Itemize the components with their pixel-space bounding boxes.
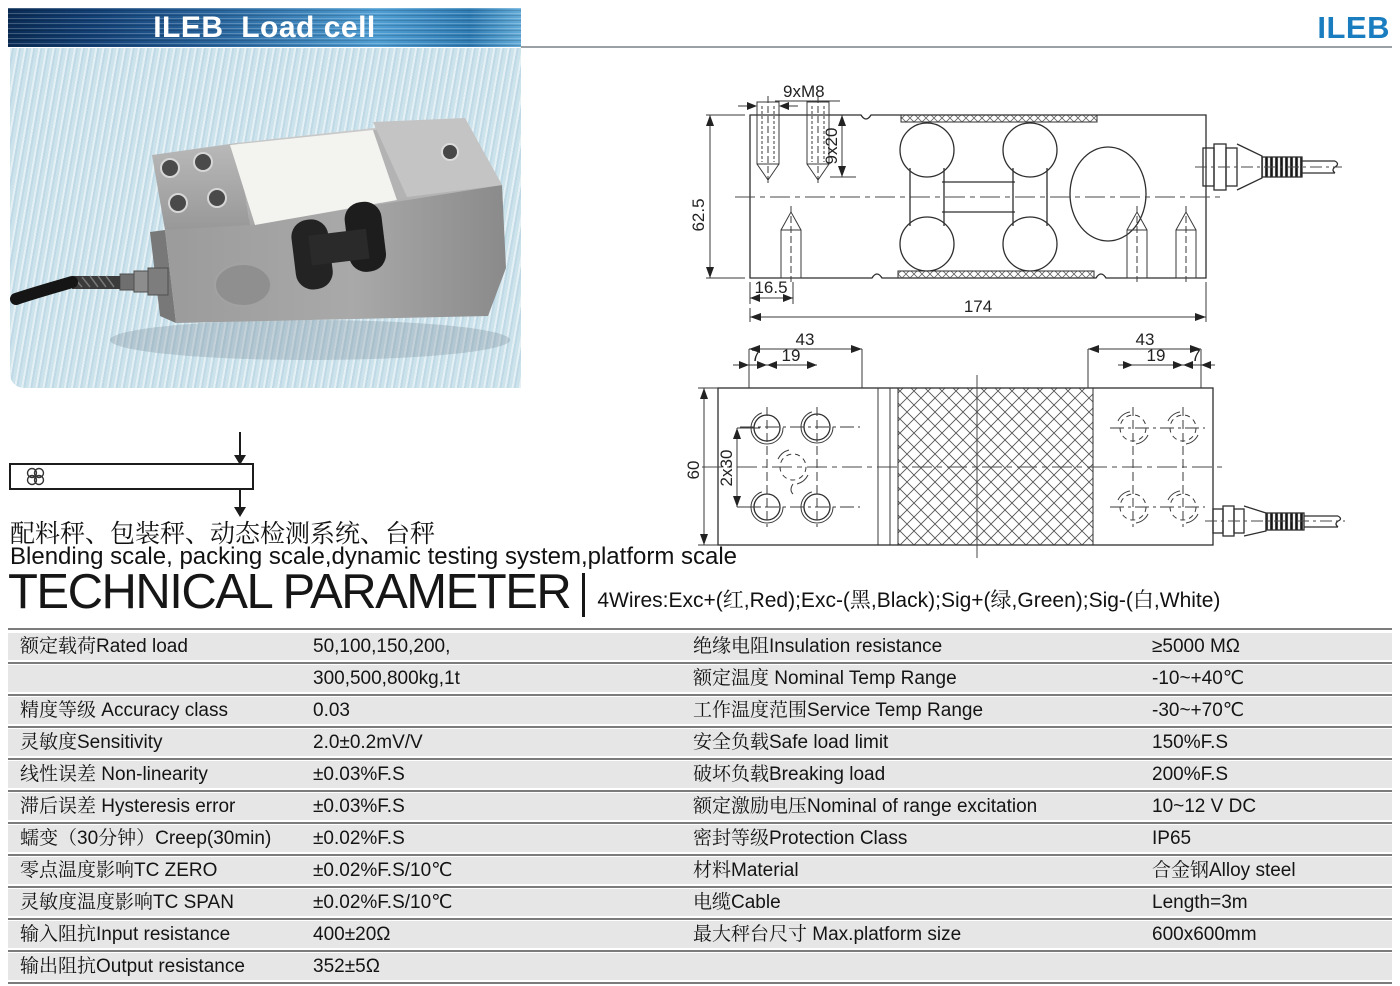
spec-value-left: ±0.03%F.S: [313, 764, 405, 785]
header-divider: [521, 46, 1392, 48]
wiring-note: 4Wires:Exc+(红,Red);Exc-(黑,Black);Sig+(绿,Green);Sig-(白,White): [597, 589, 1221, 612]
dim-left-pitch: 19: [781, 346, 801, 365]
spec-label-right: 额定激励电压Nominal of range excitation: [693, 796, 1038, 817]
spec-label-left: 零点温度影响TC ZERO: [20, 860, 218, 881]
spec-value-right: 150%F.S: [1152, 732, 1229, 753]
spec-label-right: 密封等级Protection Class: [693, 828, 908, 849]
section-heading: [8, 565, 1221, 619]
spec-row: [8, 665, 1392, 692]
spec-row: [8, 953, 1392, 980]
spec-row: [8, 761, 1392, 788]
spec-value-right: Length=3m: [1152, 892, 1248, 913]
spec-label-right: 最大秤台尺寸 Max.platform size: [693, 924, 962, 945]
spec-value-left: 50,100,150,200,: [313, 636, 451, 657]
spec-value-right: 200%F.S: [1152, 764, 1229, 785]
photo-shadow: [110, 320, 510, 360]
title-divider-bar: [582, 573, 585, 617]
spec-label-left: [8, 665, 301, 692]
dim-right-span: 43: [1135, 330, 1155, 349]
spec-value-left: ±0.03%F.S: [313, 796, 405, 817]
spec-value-left: ±0.02%F.S/10℃: [313, 892, 453, 913]
spec-value-right: IP65: [1152, 828, 1192, 849]
spec-label-left: 灵敏度温度影响TC SPAN: [20, 892, 234, 913]
spec-value-left: ±0.02%F.S: [313, 828, 405, 849]
spec-row: [8, 889, 1392, 916]
spec-value-left: 300,500,800kg,1t: [313, 668, 460, 689]
drawing-top-view: [684, 330, 1360, 565]
drawing-side-view: [690, 82, 1350, 337]
spec-label-left: 额定载荷Rated load: [20, 636, 188, 657]
spec-label-right: 工作温度范围Service Temp Range: [693, 700, 984, 721]
spec-label-left: 精度等级 Accuracy class: [20, 700, 228, 721]
spec-label-left: 输出阻抗Output resistance: [20, 956, 245, 977]
right-block-hole: [442, 144, 458, 160]
spec-value-left: 0.03: [313, 700, 350, 721]
spec-row: [8, 729, 1392, 756]
load-cell-photo-illustration: [10, 48, 521, 388]
cable: [16, 282, 72, 299]
round-patch: [215, 264, 271, 306]
spec-label-left: 线性误差 Non-linearity: [20, 764, 208, 785]
dim-thread-depth: 9x20: [822, 127, 841, 165]
spec-row: [8, 697, 1392, 724]
spec-label-left: 灵敏度Sensitivity: [20, 732, 163, 753]
dim-right-margin: 7: [1191, 346, 1201, 365]
dim-right-pitch: 19: [1146, 346, 1166, 365]
cable-connector: [1195, 144, 1342, 190]
spec-table: [8, 628, 1392, 985]
brand-logo: ILEB: [1317, 10, 1390, 45]
spec-value-left: ±0.02%F.S/10℃: [313, 860, 453, 881]
cable-gland: [72, 268, 168, 295]
dim-height: 62.5: [689, 198, 708, 232]
applications-en: Blending scale, packing scale,dynamic testing system,platform scale: [10, 543, 738, 570]
spec-value-right: 合金钢Alloy steel: [1152, 860, 1296, 881]
spec-row: [8, 633, 1392, 660]
spec-label-right: 额定温度 Nominal Temp Range: [693, 668, 957, 689]
spec-value-left: 2.0±0.2mV/V: [313, 732, 423, 753]
title-banner: [8, 8, 521, 47]
spec-value-left: 352±5Ω: [313, 956, 380, 977]
load-direction-icon: [8, 428, 268, 523]
spec-label-right: 材料Material: [693, 860, 799, 881]
dim-length: 174: [963, 297, 993, 316]
page-title: ILEB Load cell: [153, 10, 376, 44]
spec-row: [8, 857, 1392, 884]
spec-value-right: -30~+70℃: [1152, 700, 1245, 721]
spec-label-right: 破坏负载Breaking load: [693, 764, 886, 785]
top-bolts: [757, 96, 829, 186]
spec-row: [8, 921, 1392, 948]
product-photo: [10, 48, 521, 388]
spec-value-right: -10~+40℃: [1152, 668, 1245, 689]
spec-value-left: 400±20Ω: [313, 924, 391, 945]
spec-value-right: [1140, 953, 1392, 980]
dim-bolt-spec: 9xM8: [783, 82, 825, 101]
dim-left-span: 43: [795, 330, 815, 349]
spec-row: [8, 825, 1392, 852]
spec-label-right: [681, 953, 1140, 980]
dim-hole-pitch: 2x30: [717, 449, 736, 487]
spec-label-left: 滞后误差 Hysteresis error: [20, 796, 236, 817]
spec-label-right: 绝缘电阻Insulation resistance: [693, 636, 943, 657]
spec-label-right: 电缆Cable: [693, 892, 781, 913]
spec-value-right: 600x600mm: [1152, 924, 1257, 945]
spec-value-right: 10~12 V DC: [1152, 796, 1257, 817]
applications-zh: 配料秤、包装秤、动态检测系统、台秤: [10, 520, 436, 548]
dim-left-margin: 7: [751, 346, 761, 365]
spec-row: [8, 793, 1392, 820]
section-title: TECHNICAL PARAMETER: [8, 565, 571, 619]
dim-width: 60: [684, 460, 703, 480]
spec-value-right: ≥5000 MΩ: [1152, 636, 1241, 657]
cable-connector-top: [1205, 506, 1345, 536]
spec-label-right: 安全负载Safe load limit: [693, 732, 889, 753]
spec-label-left: 输入阻抗Input resistance: [20, 924, 231, 945]
spec-label-left: 蠕变（30分钟）Creep(30min): [20, 828, 272, 849]
dim-edge-offset: 16.5: [754, 278, 788, 297]
